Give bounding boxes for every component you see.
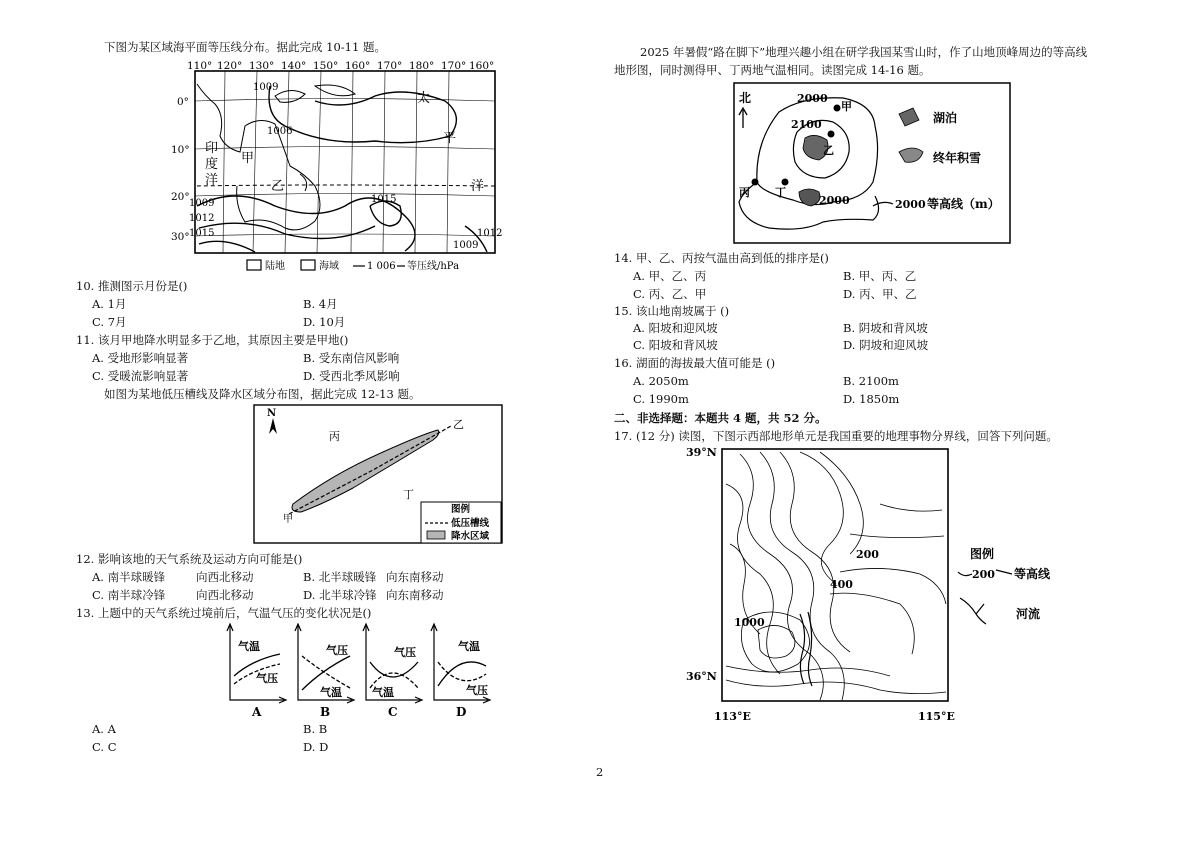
q10-stem: 10. 推测图示月份是() — [76, 279, 188, 293]
graph-label-b: B — [320, 705, 331, 719]
trough-map — [253, 404, 503, 544]
legend-lake: 湖泊 — [933, 111, 958, 125]
lon-label: 160° — [345, 60, 371, 72]
legend-title: 图例 — [451, 504, 471, 515]
lat-label: 0° — [177, 96, 189, 108]
q13-option-b[interactable]: B. B — [303, 722, 328, 736]
q11-option-a[interactable]: A. 受地形影响显著 — [92, 351, 189, 365]
north-label: 北 — [739, 91, 752, 105]
legend-river: 河流 — [1016, 607, 1041, 621]
label-ding: 丁 — [775, 186, 786, 199]
legend-title: 图例 — [970, 547, 995, 561]
label-jia: 甲 — [841, 100, 852, 113]
label-bing: 丙 — [329, 430, 340, 443]
intro-10-11: 下图为某区域海平面等压线分布。据此完成 10-11 题。 — [104, 40, 386, 54]
lon-label: 140° — [281, 60, 307, 72]
q11-option-d[interactable]: D. 受西北季风影响 — [303, 369, 400, 383]
graph-label-c: C — [388, 705, 398, 719]
contour-200: 200 — [856, 548, 879, 561]
legend-contour: 等高线（m） — [927, 197, 1000, 211]
q13-option-d[interactable]: D. D — [303, 740, 329, 754]
contour-2100: 2100 — [791, 118, 822, 131]
lon-115e: 115°E — [918, 710, 955, 723]
q12-option-a-dir: 向西北移动 — [196, 570, 254, 584]
label-yi: 乙 — [453, 418, 464, 431]
legend-contour-value: 200 — [972, 568, 995, 581]
lat-label: 30° — [171, 231, 190, 243]
q10-option-c[interactable]: C. 7月 — [92, 315, 127, 329]
temp-pressure-graphs — [222, 622, 502, 722]
isobar-value: 1006 — [267, 126, 293, 137]
q14-option-c[interactable]: C. 丙、乙、甲 — [633, 287, 707, 301]
label-yi: 乙 — [271, 179, 285, 194]
q12-option-a[interactable]: A. 南半球暖锋 — [92, 570, 166, 584]
north-label: N — [267, 408, 277, 419]
lon-label: 110° — [187, 60, 213, 72]
label-ping: 平 — [443, 131, 457, 146]
lon-113e: 113°E — [714, 710, 751, 723]
label-yin: 印 — [205, 141, 219, 156]
graph-c-temp: 气温 — [372, 686, 394, 699]
lon-label: 160° — [469, 60, 495, 72]
label-yi: 乙 — [823, 144, 834, 157]
graph-c-press: 气压 — [394, 646, 416, 659]
q11-stem: 11. 该月甲地降水明显多于乙地，其原因主要是甲地() — [76, 333, 349, 347]
q12-option-d[interactable]: D. 北半球冷锋 — [303, 588, 377, 602]
q10-option-d[interactable]: D. 10月 — [303, 315, 346, 329]
q15-option-a[interactable]: A. 阳坡和迎风坡 — [633, 321, 718, 335]
legend-rain: 降水区域 — [451, 531, 490, 542]
lon-label: 170° — [377, 60, 403, 72]
isobar-value: 1012 — [189, 213, 215, 224]
graph-a-temp: 气温 — [238, 640, 260, 653]
legend-sea: 海域 — [319, 261, 339, 272]
lon-label: 150° — [313, 60, 339, 72]
river-legend-icon — [960, 598, 986, 624]
q13-stem: 13. 上题中的天气系统过境前后，气温气压的变化状况是() — [76, 606, 372, 620]
graph-a-press: 气压 — [256, 672, 278, 685]
q16-stem: 16. 湖面的海拔最大值可能是 () — [614, 356, 776, 370]
q11-option-b[interactable]: B. 受东南信风影响 — [303, 351, 400, 365]
snow-mountain-map — [733, 82, 1011, 244]
contour-1000: 1000 — [734, 616, 765, 629]
q10-option-a[interactable]: A. 1月 — [92, 297, 127, 311]
legend-land: 陆地 — [265, 261, 285, 272]
intro-14-16-line1: 2025 年暑假“路在脚下”地理兴趣小组在研学我国某雪山时，作了山地顶峰周边的等高线 — [640, 45, 1088, 59]
contour-400: 400 — [830, 578, 853, 591]
graph-b-press: 气压 — [326, 644, 348, 657]
q12-option-c-dir: 向西北移动 — [196, 588, 254, 602]
label-ding: 丁 — [403, 488, 414, 501]
label-tai: 太 — [417, 91, 431, 106]
lat-39n: 39°N — [686, 446, 717, 459]
isobar-value: 1009 — [253, 82, 279, 93]
q15-option-d[interactable]: D. 阴坡和迎风坡 — [843, 338, 929, 352]
legend-trough: 低压槽线 — [451, 518, 490, 529]
lon-label: 120° — [217, 60, 243, 72]
q13-option-a[interactable]: A. A — [92, 722, 116, 736]
graph-b-temp: 气温 — [320, 686, 342, 699]
q12-stem: 12. 影响该地的天气系统及运动方向可能是() — [76, 552, 303, 566]
isobar-value: 1009 — [189, 198, 215, 209]
contour-2000-legend: 2000 — [895, 198, 926, 211]
graph-d-press: 气压 — [466, 684, 488, 697]
q15-option-b[interactable]: B. 阴坡和背风坡 — [843, 321, 928, 335]
section-heading: 二、非选择题：本题共 4 题，共 52 分。 — [614, 411, 827, 425]
page-number: 2 — [596, 765, 604, 779]
lon-label: 170° — [441, 60, 467, 72]
legend-snow: 终年积雪 — [933, 151, 982, 165]
graph-label-a: A — [252, 705, 262, 719]
q12-option-b[interactable]: B. 北半球暖锋 — [303, 570, 377, 584]
label-bing: 丙 — [739, 186, 750, 199]
label-yang2: 洋 — [205, 173, 219, 188]
contour-2000-mid: 2000 — [819, 194, 850, 207]
lon-label: 180° — [409, 60, 435, 72]
graph-d-temp: 气温 — [458, 640, 480, 653]
legend-isobar-value: 1 006 — [367, 261, 396, 272]
q14-option-d[interactable]: D. 丙、甲、乙 — [843, 287, 917, 301]
q15-option-c[interactable]: C. 阳坡和背风坡 — [633, 338, 718, 352]
label-jia: 甲 — [283, 514, 293, 525]
isobar-value: 1015 — [371, 194, 397, 205]
q14-option-b[interactable]: B. 甲、丙、乙 — [843, 269, 917, 283]
q12-option-c[interactable]: C. 南半球冷锋 — [92, 588, 166, 602]
isobar-value: 1012 — [477, 228, 503, 239]
label-yang: 洋 — [471, 179, 485, 194]
lat-36n: 36°N — [686, 670, 717, 683]
graph-label-d: D — [456, 705, 467, 719]
isobar-value: 1009 — [453, 240, 479, 251]
q11-option-c[interactable]: C. 受暖流影响显著 — [92, 369, 189, 383]
q13-option-c[interactable]: C. C — [92, 740, 117, 754]
q10-option-b[interactable]: B. 4月 — [303, 297, 338, 311]
lat-label: 10° — [171, 144, 190, 156]
q12-option-b-dir: 向东南移动 — [386, 570, 444, 584]
q17-stem: 17. (12 分) 读图，下图示西部地形单元是我国重要的地理事物分界线，回答下列问题。 — [614, 429, 1058, 443]
terrain-contour-map — [680, 444, 1060, 726]
q16-option-d[interactable]: D. 1850m — [843, 392, 900, 406]
lat-label: 20° — [171, 191, 190, 203]
intro-12-13: 如图为某地低压槽线及降水区域分布图，据此完成 12-13 题。 — [104, 387, 421, 401]
label-du: 度 — [205, 157, 219, 172]
isobar-map — [165, 56, 505, 276]
q16-option-c[interactable]: C. 1990m — [633, 392, 689, 406]
label-jia: 甲 — [241, 151, 255, 166]
q16-option-b[interactable]: B. 2100m — [843, 374, 899, 388]
q14-stem: 14. 甲、乙、丙按气温由高到低的排序是() — [614, 251, 829, 265]
q16-option-a[interactable]: A. 2050m — [633, 374, 689, 388]
legend-isobar: 等压线/hPa — [407, 261, 460, 272]
legend-contour: 等高线 — [1014, 567, 1051, 581]
intro-14-16-line2: 地形图，同时测得甲、丁两地气温相同。读图完成 14-16 题。 — [614, 63, 931, 77]
q15-stem: 15. 该山地南坡属于 () — [614, 304, 730, 318]
contour-2000-top: 2000 — [797, 92, 828, 105]
isobar-value: 1015 — [189, 228, 215, 239]
q14-option-a[interactable]: A. 甲、乙、丙 — [633, 269, 707, 283]
lon-label: 130° — [249, 60, 275, 72]
q12-option-d-dir: 向东南移动 — [386, 588, 444, 602]
